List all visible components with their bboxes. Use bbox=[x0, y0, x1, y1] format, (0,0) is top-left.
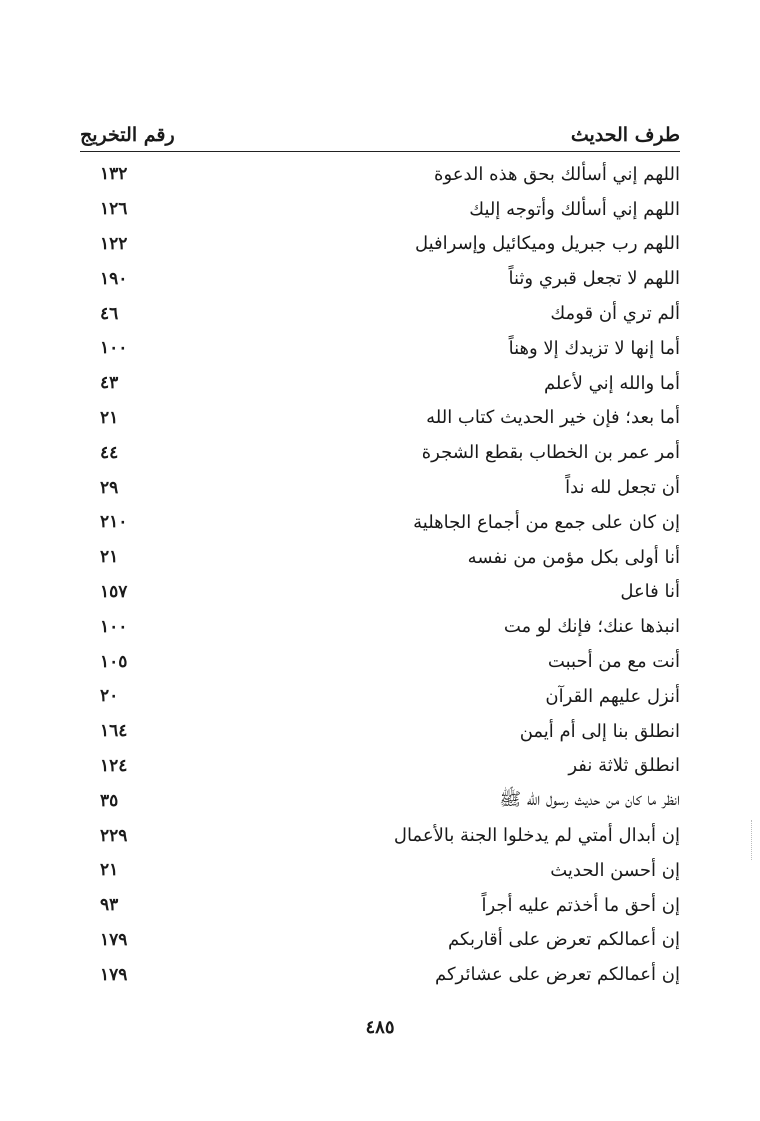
reference-number: ١٧٩ bbox=[100, 964, 128, 985]
reference-number: ٢٢٩ bbox=[100, 825, 128, 846]
reference-number: ٤٦ bbox=[100, 303, 119, 324]
hadith-incipit: اللهم إني أسألك وأتوجه إليك bbox=[469, 198, 680, 220]
hadith-incipit: أنا أولى بكل مؤمن من نفسه bbox=[467, 546, 680, 568]
hadith-incipit: أنزل عليهم القرآن bbox=[545, 685, 680, 707]
index-row bbox=[80, 157, 680, 192]
reference-number: ٢٩ bbox=[100, 477, 119, 498]
hadith-incipit: ألم تري أن قومك bbox=[550, 303, 680, 325]
hadith-incipit: إن أحق ما أخذتم عليه أجراً bbox=[481, 894, 680, 916]
reference-number: ٢١ bbox=[100, 547, 119, 568]
index-row bbox=[80, 714, 680, 749]
index-row bbox=[80, 540, 680, 575]
hadith-incipit: أنت مع من أحببت bbox=[547, 651, 680, 673]
index-row bbox=[80, 783, 680, 818]
index-row bbox=[80, 644, 680, 679]
reference-number: ١٠٠ bbox=[100, 338, 128, 359]
table-header bbox=[80, 110, 680, 146]
index-row bbox=[80, 818, 680, 853]
reference-number: ١٠٥ bbox=[100, 651, 128, 672]
index-row bbox=[80, 749, 680, 784]
hadith-incipit: أما بعد؛ فإن خير الحديث كتاب الله bbox=[426, 407, 680, 429]
index-row bbox=[80, 296, 680, 331]
hadith-column-header: طرف الحديث bbox=[570, 124, 680, 146]
scan-edge-mark bbox=[750, 820, 752, 860]
index-row bbox=[80, 470, 680, 505]
hadith-incipit: أما إنها لا تزيدك إلا وهناً bbox=[508, 337, 680, 359]
index-row bbox=[80, 505, 680, 540]
index-row bbox=[80, 366, 680, 401]
index-row bbox=[80, 575, 680, 610]
hadith-incipit: أنا فاعل bbox=[620, 581, 680, 603]
page-number: ٤٨٥ bbox=[365, 1017, 395, 1038]
index-row bbox=[80, 679, 680, 714]
index-row bbox=[80, 609, 680, 644]
reference-number: ٤٤ bbox=[100, 442, 119, 463]
reference-column-header: رقم التخريج bbox=[80, 124, 175, 146]
index-row bbox=[80, 923, 680, 958]
hadith-incipit: إن كان على جمع من أجماع الجاهلية bbox=[413, 511, 680, 533]
index-page bbox=[80, 0, 680, 1121]
hadith-incipit: انظر ما كان من حديث رسول الله ﷺ bbox=[499, 788, 680, 810]
index-row bbox=[80, 401, 680, 436]
hadith-incipit: اللهم إني أسألك بحق هذه الدعوة bbox=[434, 163, 680, 185]
reference-number: ١٣٢ bbox=[100, 164, 128, 185]
hadith-incipit: إن أعمالكم تعرض على عشائركم bbox=[434, 964, 680, 986]
header-divider bbox=[80, 151, 680, 152]
hadith-incipit: انطلق ثلاثة نفر bbox=[568, 755, 680, 777]
hadith-incipit: إن أبدال أمتي لم يدخلوا الجنة بالأعمال bbox=[393, 825, 680, 847]
hadith-incipit: أما والله إني لأعلم bbox=[543, 372, 680, 394]
reference-number: ٤٣ bbox=[100, 373, 119, 394]
index-row bbox=[80, 331, 680, 366]
hadith-incipit: انطلق بنا إلى أم أيمن bbox=[519, 720, 680, 742]
reference-number: ٩٣ bbox=[100, 895, 119, 916]
index-row bbox=[80, 261, 680, 296]
reference-number: ٢١ bbox=[100, 860, 119, 881]
reference-number: ١٢٢ bbox=[100, 233, 128, 254]
index-row bbox=[80, 853, 680, 888]
hadith-incipit: إن أحسن الحديث bbox=[550, 859, 680, 881]
hadith-incipit: أمر عمر بن الخطاب بقطع الشجرة bbox=[421, 442, 680, 464]
reference-number: ١٢٤ bbox=[100, 755, 128, 776]
reference-number: ١٥٧ bbox=[100, 581, 128, 602]
reference-number: ٢٠ bbox=[100, 686, 119, 707]
index-row bbox=[80, 192, 680, 227]
reference-number: ٢١ bbox=[100, 407, 119, 428]
reference-number: ٢١٠ bbox=[100, 512, 128, 533]
reference-number: ٣٥ bbox=[100, 790, 119, 811]
hadith-incipit: انبذها عنك؛ فإنك لو مت bbox=[503, 616, 680, 638]
reference-number: ١٠٠ bbox=[100, 616, 128, 637]
hadith-incipit: إن أعمالكم تعرض على أقاربكم bbox=[448, 929, 680, 951]
hadith-index-list bbox=[80, 157, 680, 992]
reference-number: ١٧٩ bbox=[100, 929, 128, 950]
index-row bbox=[80, 957, 680, 992]
reference-number: ١٢٦ bbox=[100, 199, 128, 220]
hadith-incipit: أن تجعل لله نداً bbox=[565, 477, 680, 499]
hadith-incipit: اللهم رب جبريل وميكائيل وإسرافيل bbox=[414, 233, 680, 255]
index-row bbox=[80, 435, 680, 470]
hadith-incipit: اللهم لا تجعل قبري وثناً bbox=[508, 268, 680, 290]
reference-number: ١٦٤ bbox=[100, 721, 128, 742]
index-row bbox=[80, 888, 680, 923]
reference-number: ١٩٠ bbox=[100, 268, 128, 289]
index-row bbox=[80, 227, 680, 262]
